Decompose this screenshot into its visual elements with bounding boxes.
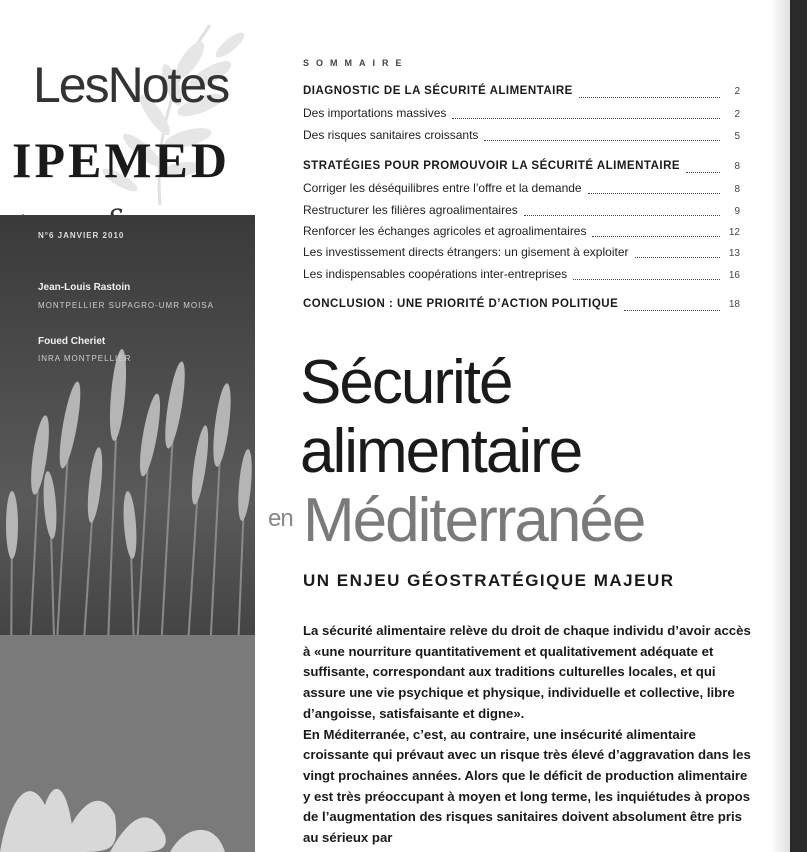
toc-label: Les indispensables coopérations inter-entreprises — [303, 267, 568, 281]
toc-label: Des importations massives — [303, 106, 447, 120]
toc-page: 13 — [728, 248, 740, 259]
subtitle: UN ENJEU GÉOSTRATÉGIQUE MAJEUR — [303, 571, 675, 590]
toc-page: 8 — [734, 161, 740, 172]
intro-text — [303, 621, 758, 849]
toc-label: STRATÉGIES POUR PROMOUVOIR LA SÉCURITÉ ALIMENTAIRE — [303, 160, 681, 172]
toc-label: Des risques sanitaires croissants — [303, 128, 479, 142]
intro-paragraph-2: En Méditerranée, c’est, au contraire, une insécurité alimentaire croissante qui prévaut avec un risque très élevé d’aggravation dans les vingt prochaines années. Alors que le déficit de production alimentaire y est très préoccupant à moyen et long terme, les inquiétudes à propos de l’augmentation des risques sanitaires doivent absolument être pris au sérieux par — [303, 726, 751, 846]
page-edge-shadow — [770, 0, 790, 852]
cover-photo-panel — [0, 215, 255, 852]
toc-label: Corriger les déséquilibres entre l’offre et la demande — [303, 181, 582, 195]
publisher-logo-text: IPEMED — [12, 132, 230, 188]
toc-page: 9 — [734, 206, 740, 217]
toc-leader — [592, 235, 720, 237]
toc-leader — [573, 278, 720, 280]
toc-page: 16 — [728, 270, 740, 281]
toc-page: 2 — [734, 86, 740, 97]
page-edge — [790, 0, 807, 852]
intro-paragraph-1: La sécurité alimentaire relève du droit de chaque individu d’avoir accès à «une nourriture quantitativement et qualitativement adéquate et suffisante, correspondant aux traditions culturelles locales, et qui assure une vie psychique et physique, individuelle et collective, libre d’angoisse, satisfaisante et digne». — [303, 623, 751, 721]
main-title-line-1: Sécurité — [300, 348, 512, 417]
toc-label: Restructurer les filières agroalimentaires — [303, 203, 518, 217]
toc-row — [303, 224, 740, 242]
toc-row — [303, 203, 740, 221]
toc-leader — [588, 192, 720, 194]
toc-label: CONCLUSION : UNE PRIORITÉ D’ACTION POLITIQUE — [303, 298, 619, 310]
toc-page: 5 — [734, 131, 740, 142]
toc-row — [303, 245, 740, 263]
author-affiliation-2: INRA MONTPELLIER — [38, 354, 132, 363]
main-title-line-3: Méditerranée — [303, 486, 645, 555]
toc-page: 18 — [728, 299, 740, 310]
toc-row — [303, 128, 740, 146]
toc-page: 12 — [728, 227, 740, 238]
toc-label: Les investissement directs étrangers: un gisement à exploiter — [303, 245, 629, 259]
toc-row — [303, 106, 740, 124]
author-name-1: Jean-Louis Rastoin — [38, 282, 131, 293]
toc-page: 2 — [734, 109, 740, 120]
main-title-connector: en — [268, 505, 293, 532]
toc-row — [303, 298, 740, 316]
toc-leader — [579, 96, 720, 98]
author-name-2: Foued Cheriet — [38, 336, 106, 347]
author-affiliation-1: MONTPELLIER SUPAGRO-UMR MOISA — [38, 301, 214, 310]
masthead — [0, 0, 265, 215]
issue-number-date: N°6 JANVIER 2010 — [38, 231, 125, 240]
wheat-field-photo — [0, 215, 255, 852]
toc-row — [303, 267, 740, 285]
toc-leader — [524, 214, 720, 216]
toc-heading: SOMMAIRE — [303, 58, 409, 68]
toc-page: 8 — [734, 184, 740, 195]
toc-label: DIAGNOSTIC DE LA SÉCURITÉ ALIMENTAIRE — [303, 85, 573, 97]
toc-leader — [635, 256, 721, 258]
toc-leader — [484, 139, 720, 141]
toc-row — [303, 160, 740, 178]
toc-label: Renforcer les échanges agricoles et agroalimentaires — [303, 224, 587, 238]
toc-row — [303, 181, 740, 199]
series-title: LesNotes — [33, 57, 229, 113]
toc-leader — [452, 117, 720, 119]
toc-row — [303, 85, 740, 103]
toc-leader — [624, 309, 720, 311]
toc-leader — [686, 171, 720, 173]
main-title-line-2: alimentaire — [300, 417, 582, 486]
